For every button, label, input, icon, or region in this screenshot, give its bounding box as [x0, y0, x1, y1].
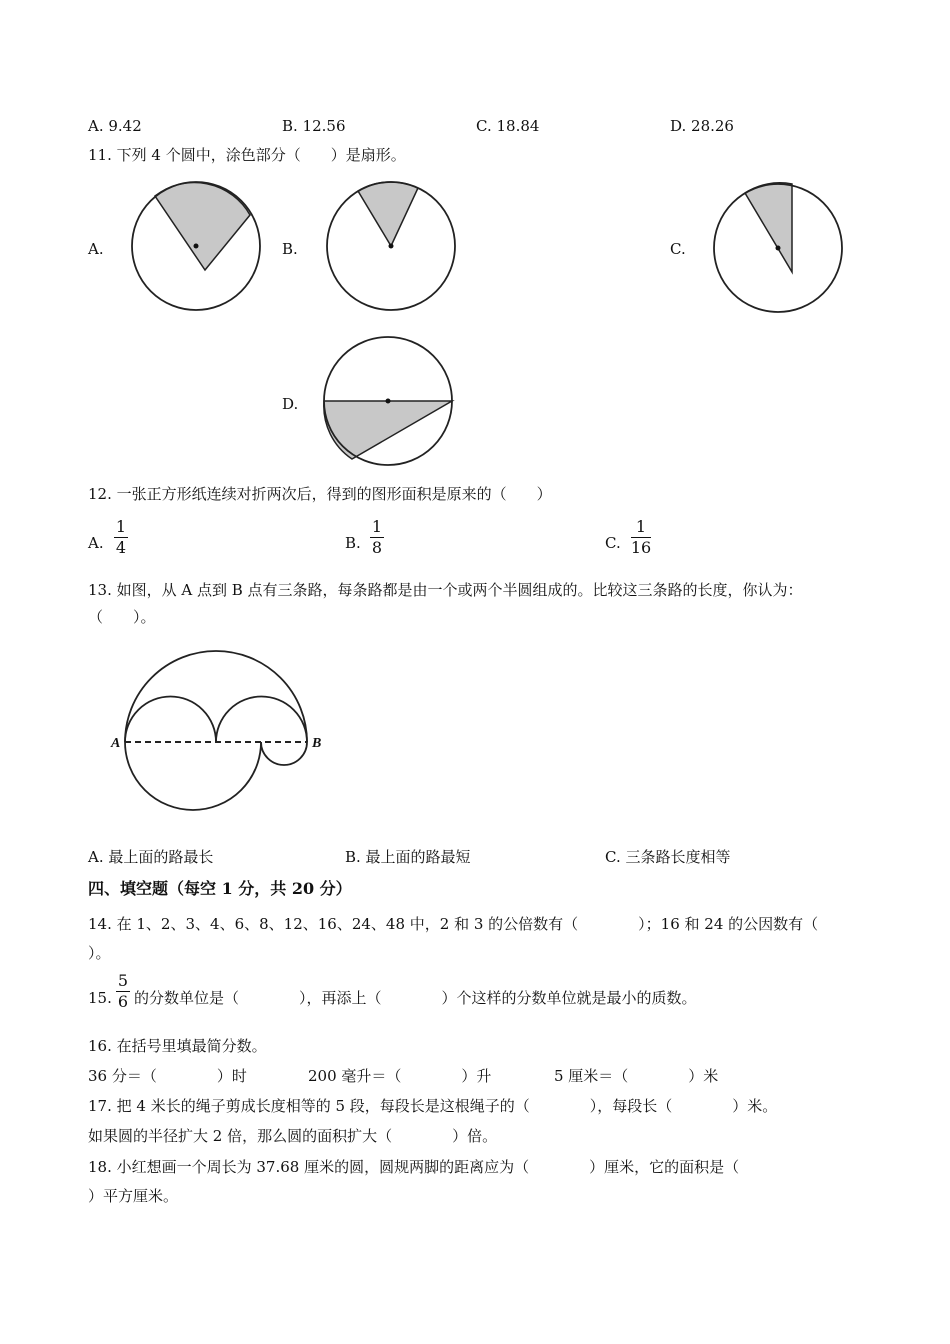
- q15-prefix: 15.: [88, 989, 112, 1007]
- q12-option-a-fraction: [111, 518, 131, 557]
- q11-label-b: B.: [282, 240, 298, 258]
- q11-label-d: D.: [282, 395, 299, 413]
- q12-option-c-num: 1: [635, 517, 647, 536]
- q16-item-1: 36 分＝（ ）时: [88, 1067, 247, 1085]
- q13-option-a: A. 最上面的路最长: [88, 848, 214, 866]
- q18-line2: ）平方厘米。: [88, 1187, 179, 1205]
- q12-option-a-label: A.: [88, 534, 104, 552]
- q13-point-a-label: A: [111, 736, 121, 751]
- q11-stem: 11. 下列 4 个圆中，涂色部分（ ）是扇形。: [88, 146, 406, 164]
- q12-option-b-fraction: [367, 518, 387, 557]
- q16-stem: 16. 在括号里填最简分数。: [88, 1037, 267, 1055]
- q12-option-c-den: 16: [630, 538, 652, 557]
- q12-option-a-num: 1: [115, 517, 127, 536]
- q16-item-2: 200 毫升＝（ ）升: [308, 1067, 492, 1085]
- q15-num: 5: [117, 971, 129, 990]
- q10-option-c: C. 18.84: [476, 117, 540, 135]
- q11-label-a: A.: [88, 240, 104, 258]
- q10-option-d: D. 28.26: [670, 117, 734, 135]
- q12-option-b-label: B.: [345, 534, 361, 552]
- q12-option-b-den: 8: [371, 538, 383, 557]
- q11-label-c: C.: [670, 240, 686, 258]
- q17-line1: 17. 把 4 米长的绳子剪成长度相等的 5 段，每段长是这根绳子的（ ），每段长（ ）米。: [88, 1097, 778, 1115]
- q13-stem-line1: 13. 如图，从 A 点到 B 点有三条路，每条路都是由一个或两个半圆组成的。比较这三条路的长度，你认为：: [88, 581, 803, 599]
- q12-option-c-fraction: [628, 518, 654, 557]
- q13-option-b: B. 最上面的路最短: [345, 848, 471, 866]
- q12-option-c-label: C.: [605, 534, 621, 552]
- q15-fraction: [113, 972, 133, 1011]
- q13-path-diagram: [105, 645, 335, 825]
- q13-option-c: C. 三条路长度相等: [605, 848, 731, 866]
- section-4-title: 四、填空题（每空 1 分，共 20 分）: [88, 879, 352, 898]
- q10-option-b: B. 12.56: [282, 117, 346, 135]
- q14-line1: 14. 在 1、2、3、4、6、8、12、16、24、48 中，2 和 3 的公倍数有（ ）；16 和 24 的公因数有（: [88, 915, 819, 933]
- q13-stem-line2: （ ）。: [88, 608, 156, 626]
- q11-figure-d: [322, 335, 454, 467]
- q12-stem: 12. 一张正方形纸连续对折两次后，得到的图形面积是原来的（ ）: [88, 485, 552, 503]
- q17-line2: 如果圆的半径扩大 2 倍，那么圆的面积扩大（ ）倍。: [88, 1127, 498, 1145]
- q11-figure-c: [712, 182, 844, 314]
- q13-point-b-label: B: [312, 736, 322, 751]
- q16-item-3: 5 厘米＝（ ）米: [554, 1067, 719, 1085]
- q15-den: 6: [117, 992, 129, 1011]
- q10-option-a: A. 9.42: [88, 117, 142, 135]
- q18-line1: 18. 小红想画一个周长为 37.68 厘米的圆，圆规两脚的距离应为（ ）厘米，它的面积是（: [88, 1158, 740, 1176]
- q12-option-a-den: 4: [115, 538, 127, 557]
- q15-text: 的分数单位是（ ），再添上（ ）个这样的分数单位就是最小的质数。: [134, 989, 697, 1007]
- q11-figure-b: [325, 180, 457, 312]
- q11-figure-a: [130, 180, 262, 312]
- q12-option-b-num: 1: [371, 517, 383, 536]
- q14-line2: ）。: [88, 944, 111, 962]
